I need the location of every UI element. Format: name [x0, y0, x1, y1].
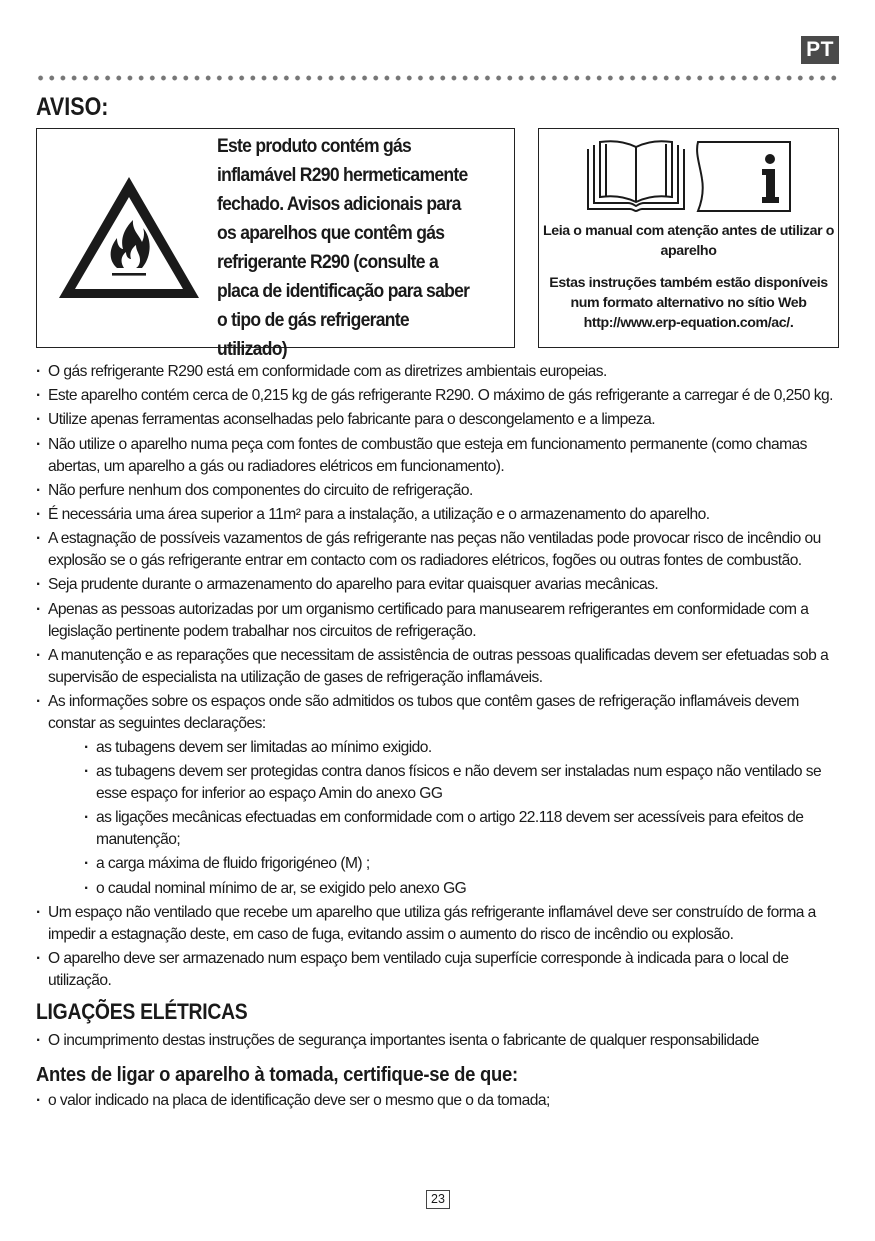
manual-icons [584, 139, 794, 214]
list-item: · É necessária uma área superior a 11m² para a instalação, a utilização e o armazenamento do aparelho. [36, 504, 842, 526]
warning-title: AVISO: [36, 93, 109, 121]
list-item: · Seja prudente durante o armazenamento do aparelho para evitar quaisquer avarias mecânicas. [36, 574, 842, 596]
list-item: · Não utilize o aparelho numa peça com fontes de combustão que esteja em funcionamento permanente (como chamas abertas, um aparelho a gás ou radiadores elétricos em funcionamento). [36, 434, 842, 478]
sub-list-item: · as tubagens devem ser limitadas ao mínimo exigido. [84, 737, 842, 759]
sub-list-item: · o caudal nominal mínimo de ar, se exigido pelo anexo GG [84, 878, 842, 900]
list-item-with-sublist [36, 691, 842, 900]
list-item: · Não perfure nenhum dos componentes do circuito de refrigeração. [36, 480, 842, 502]
list-item: · Apenas as pessoas autorizadas por um organismo certificado para manusearem refrigerantes em conformidade com a legislação pertinente podem trabalhar nos circuitos de refrigeração. [36, 599, 842, 643]
before-plugging-heading: Antes de ligar o aparelho à tomada, certifique-se de que: [36, 1063, 518, 1086]
flammable-warning-text: Este produto contém gás inflamável R290 hermeticamente fechado. Avisos adicionais para os aparelhos que contêm gás refrigerante R290 (consulte a placa de identificação para saber o tipo de gás refrigerante utilizado) [217, 135, 470, 360]
alternative-format-text: Estas instruções também estão disponíveis num formato alternativo no sítio Web http://www.erp-equation.com/ac/. [549, 275, 828, 331]
list-item: · o valor indicado na placa de identificação deve ser o mesmo que o da tomada; [36, 1090, 842, 1112]
sub-list-item: · as tubagens devem ser protegidas contra danos físicos e não devem ser instaladas num espaço não ventilado se esse espaço for inferior ao espaço Amin do anexo GG [84, 761, 842, 805]
sub-list-item: · as ligações mecânicas efectuadas em conformidade com o artigo 22.118 devem ser acessíveis para efeitos de manutenção; [84, 807, 842, 851]
list-item: · O aparelho deve ser armazenado num espaço bem ventilado cuja superfície corresponde à indicada para o local de utilização. [36, 948, 842, 992]
list-item: · O incumprimento destas instruções de segurança importantes isenta o fabricante de qualquer responsabilidade [36, 1030, 842, 1052]
electrical-list [36, 1030, 842, 1052]
list-item-text: As informações sobre os espaços onde são admitidos os tubos que contêm gases de refrigeração inflamáveis devem constar as seguintes declarações: [48, 692, 799, 732]
declarations-sublist [84, 737, 842, 900]
manual-notice-text: Leia o manual com atenção antes de utilizar o aparelho [542, 223, 835, 259]
safety-list [36, 361, 842, 992]
dotted-divider [35, 74, 840, 82]
list-item: · A estagnação de possíveis vazamentos de gás refrigerante nas peças não ventiladas pode provocar risco de incêndio ou explosão se o gás refrigerante entrar em contacto com os radiadores elétricos, fogões ou outras fontes de combustão. [36, 528, 842, 572]
open-book-icon [588, 141, 684, 211]
page-number: 23 [426, 1190, 450, 1209]
check-list [36, 1090, 842, 1112]
list-item: · Um espaço não ventilado que recebe um aparelho que utiliza gás refrigerante inflamável deve ser construído de forma a impedir a estagnação deste, em caso de fuga, evitando assim o aumento do risco de incêndio ou explosão. [36, 902, 842, 946]
flammable-warning-box [36, 128, 515, 360]
list-item: · Este aparelho contém cerca de 0,215 kg de gás refrigerante R290. O máximo de gás refrigerante a carregar é de 0,250 kg. [36, 385, 842, 407]
content-body [36, 361, 842, 1114]
info-manual-icon [697, 142, 790, 211]
manual-notice-box [538, 128, 839, 348]
electrical-heading: LIGAÇÕES ELÉTRICAS [36, 999, 248, 1024]
list-item: · Utilize apenas ferramentas aconselhadas pelo fabricante para o descongelamento e a limpeza. [36, 409, 842, 431]
language-badge: PT [801, 36, 839, 64]
sub-list-item: · a carga máxima de fluido frigorigéneo (M) ; [84, 853, 842, 875]
flammable-warning-icon [54, 172, 204, 304]
list-item: · A manutenção e as reparações que necessitam de assistência de outras pessoas qualificadas devem ser efetuadas sob a supervisão de especialista na utilização de gases de refrigeração inflamáveis. [36, 645, 842, 689]
list-item: · O gás refrigerante R290 está em conformidade com as diretrizes ambientais europeias. [36, 361, 842, 383]
